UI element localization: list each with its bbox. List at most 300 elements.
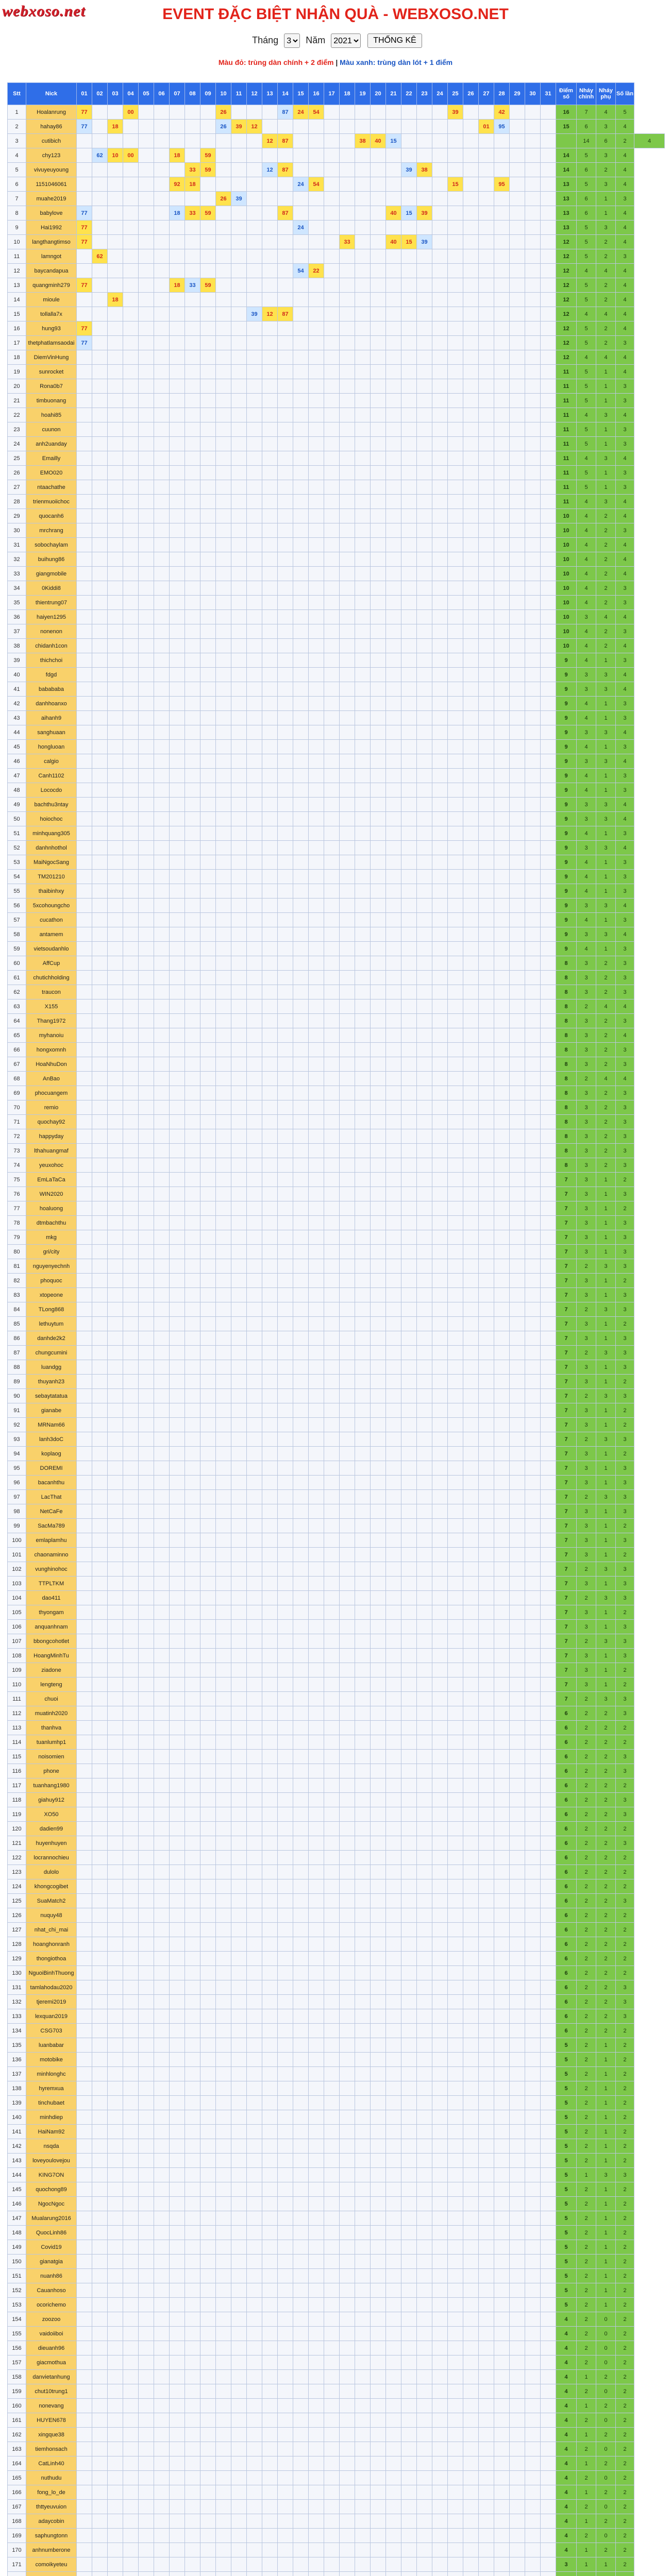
row-nick[interactable]: MaiNgocSang bbox=[26, 855, 77, 870]
day-cell bbox=[479, 1490, 494, 1504]
day-cell bbox=[92, 422, 108, 437]
day-cell bbox=[154, 552, 170, 567]
row-nick[interactable]: sobochaylam bbox=[26, 538, 77, 552]
day-cell bbox=[247, 1432, 262, 1447]
row-nick[interactable]: bbongcohotlet bbox=[26, 1634, 77, 1649]
day-cell bbox=[494, 1274, 510, 1288]
day-cell bbox=[154, 206, 170, 221]
row-nick[interactable]: XO50 bbox=[26, 1807, 77, 1822]
row-nick[interactable]: quangminh279 bbox=[26, 278, 77, 293]
row-nick[interactable]: danhde2k2 bbox=[26, 1331, 77, 1346]
row-nick[interactable]: cuunon bbox=[26, 422, 77, 437]
day-cell bbox=[92, 697, 108, 711]
row-nick[interactable]: MRNam66 bbox=[26, 1418, 77, 1432]
day-cell bbox=[463, 1706, 479, 1721]
day-cell bbox=[448, 1548, 463, 1562]
row-nick[interactable]: phocuangem bbox=[26, 1086, 77, 1100]
row-nick[interactable]: phoquoc bbox=[26, 1274, 77, 1288]
row-nick[interactable]: quocanh6 bbox=[26, 509, 77, 523]
row-summary: 3 bbox=[616, 1793, 634, 1807]
day-cell bbox=[448, 163, 463, 177]
row-nick[interactable]: giahuy912 bbox=[26, 1793, 77, 1807]
day-cell bbox=[417, 321, 432, 336]
day-cell bbox=[510, 1836, 525, 1851]
row-nick[interactable]: tollalla7x bbox=[26, 307, 77, 321]
day-cell bbox=[309, 408, 324, 422]
day-cell bbox=[479, 523, 494, 538]
row-nick[interactable]: danhhoanxo bbox=[26, 697, 77, 711]
day-cell bbox=[494, 1043, 510, 1057]
row-summary: 3 bbox=[616, 581, 634, 596]
day-cell bbox=[340, 221, 355, 235]
table-row bbox=[8, 1173, 665, 1187]
row-nick[interactable]: lengteng bbox=[26, 1677, 77, 1692]
day-cell bbox=[123, 999, 139, 1014]
day-cell bbox=[139, 971, 154, 985]
row-nick[interactable]: hahay86 bbox=[26, 120, 77, 134]
row-nick[interactable]: 1151046061 bbox=[26, 177, 77, 192]
day-cell bbox=[525, 1129, 541, 1144]
day-cell bbox=[123, 1620, 139, 1634]
day-cell bbox=[278, 1100, 293, 1115]
day-cell bbox=[525, 509, 541, 523]
year-select[interactable] bbox=[331, 33, 361, 48]
day-cell bbox=[324, 221, 340, 235]
row-nick[interactable]: noisomien bbox=[26, 1750, 77, 1764]
day-cell bbox=[77, 596, 92, 610]
row-index: 11 bbox=[8, 249, 26, 264]
row-nick[interactable]: langthangtimso bbox=[26, 235, 77, 249]
row-nick[interactable]: ntaachathe bbox=[26, 480, 77, 495]
row-nick[interactable]: lanh3doC bbox=[26, 1432, 77, 1447]
day-cell bbox=[432, 437, 448, 451]
day-cell bbox=[401, 480, 417, 495]
column-header: 29 bbox=[510, 83, 525, 105]
column-header: 03 bbox=[108, 83, 123, 105]
day-cell bbox=[463, 480, 479, 495]
row-nick[interactable]: baycandapua bbox=[26, 264, 77, 278]
row-nick[interactable]: Hai1992 bbox=[26, 221, 77, 235]
day-cell bbox=[355, 769, 371, 783]
row-nick[interactable]: haiyen1295 bbox=[26, 610, 77, 624]
day-cell bbox=[386, 1836, 401, 1851]
row-nick[interactable]: EMO020 bbox=[26, 466, 77, 480]
day-cell bbox=[432, 682, 448, 697]
row-nick[interactable]: NetCaFe bbox=[26, 1504, 77, 1519]
row-nick[interactable]: tuanlumhp1 bbox=[26, 1735, 77, 1750]
row-nick[interactable]: thongiothoa bbox=[26, 1952, 77, 1966]
day-cell bbox=[216, 1043, 231, 1057]
row-summary: 10 bbox=[556, 552, 577, 567]
row-nick[interactable]: tamlahodau2020 bbox=[26, 1980, 77, 1995]
row-nick[interactable]: hoahi85 bbox=[26, 408, 77, 422]
day-cell bbox=[371, 1057, 386, 1072]
day-cell bbox=[541, 1245, 556, 1259]
day-cell bbox=[371, 567, 386, 581]
day-cell bbox=[92, 783, 108, 798]
row-nick[interactable]: sebaytatatua bbox=[26, 1389, 77, 1403]
day-cell bbox=[123, 1072, 139, 1086]
row-nick[interactable]: dtmbachthu bbox=[26, 1216, 77, 1230]
day-cell bbox=[371, 1375, 386, 1389]
day-cell bbox=[262, 1129, 278, 1144]
day-cell bbox=[463, 192, 479, 206]
day-cell bbox=[309, 668, 324, 682]
row-nick[interactable]: quochay92 bbox=[26, 1115, 77, 1129]
day-cell bbox=[371, 1519, 386, 1533]
row-nick[interactable]: Rona0b7 bbox=[26, 379, 77, 394]
row-nick[interactable]: bacanhthu bbox=[26, 1476, 77, 1490]
day-cell bbox=[494, 1634, 510, 1649]
row-nick[interactable]: lthahuangmaf bbox=[26, 1144, 77, 1158]
day-cell bbox=[185, 1158, 200, 1173]
row-nick[interactable]: thanhva bbox=[26, 1721, 77, 1735]
day-cell bbox=[525, 408, 541, 422]
row-nick[interactable]: sunrocket bbox=[26, 365, 77, 379]
day-cell bbox=[139, 278, 154, 293]
row-nick[interactable]: cutibich bbox=[26, 134, 77, 148]
row-summary: 7 bbox=[556, 1504, 577, 1519]
day-cell bbox=[293, 163, 309, 177]
row-nick[interactable]: timbuonang bbox=[26, 394, 77, 408]
statistic-button[interactable]: THỐNG KÊ bbox=[367, 33, 422, 48]
row-summary: 4 bbox=[577, 769, 596, 783]
row-nick[interactable]: lamngot bbox=[26, 249, 77, 264]
day-cell bbox=[355, 163, 371, 177]
day-cell bbox=[510, 249, 525, 264]
day-cell bbox=[386, 1750, 401, 1764]
row-summary: 4 bbox=[577, 740, 596, 754]
day-cell bbox=[324, 899, 340, 913]
row-nick[interactable]: thetphatlamsaodai bbox=[26, 336, 77, 350]
row-nick[interactable]: vunghinohoc bbox=[26, 1562, 77, 1577]
day-cell bbox=[123, 1894, 139, 1908]
day-cell bbox=[479, 278, 494, 293]
day-cell: 95 bbox=[494, 177, 510, 192]
month-select[interactable] bbox=[284, 33, 300, 48]
row-index: 96 bbox=[8, 1476, 26, 1490]
day-cell bbox=[386, 1577, 401, 1591]
row-nick[interactable]: TLong868 bbox=[26, 1302, 77, 1317]
row-nick[interactable]: nuquy48 bbox=[26, 1908, 77, 1923]
row-nick[interactable]: Thang1972 bbox=[26, 1014, 77, 1028]
row-nick[interactable]: DiemVinHung bbox=[26, 350, 77, 365]
row-nick[interactable]: calgio bbox=[26, 754, 77, 769]
day-cell bbox=[494, 1793, 510, 1807]
row-nick[interactable]: bachthu3ntay bbox=[26, 798, 77, 812]
day-cell bbox=[510, 480, 525, 495]
day-cell bbox=[525, 1605, 541, 1620]
day-cell bbox=[77, 1014, 92, 1028]
row-nick[interactable]: 0Kiddi8 bbox=[26, 581, 77, 596]
row-nick[interactable]: hoiochoc bbox=[26, 812, 77, 826]
row-nick[interactable]: AffCup bbox=[26, 956, 77, 971]
row-nick[interactable]: 5xcohoungcho bbox=[26, 899, 77, 913]
day-cell bbox=[355, 754, 371, 769]
row-summary: 2 bbox=[577, 1908, 596, 1923]
row-nick[interactable]: tuanhang1980 bbox=[26, 1778, 77, 1793]
row-nick[interactable]: Lococdo bbox=[26, 783, 77, 798]
day-cell bbox=[293, 711, 309, 725]
row-nick[interactable]: sanghuaan bbox=[26, 725, 77, 740]
row-summary: 1 bbox=[596, 466, 616, 480]
day-cell bbox=[463, 783, 479, 798]
day-cell bbox=[92, 1259, 108, 1274]
row-nick[interactable]: chidanh1con bbox=[26, 639, 77, 653]
row-nick[interactable]: muahe2019 bbox=[26, 192, 77, 206]
row-nick[interactable]: aihanh9 bbox=[26, 711, 77, 725]
row-nick[interactable]: giangmobile bbox=[26, 567, 77, 581]
day-cell bbox=[200, 1216, 216, 1230]
day-cell bbox=[510, 1851, 525, 1865]
row-nick[interactable]: hoaluong bbox=[26, 1201, 77, 1216]
row-index: 110 bbox=[8, 1677, 26, 1692]
day-cell bbox=[123, 495, 139, 509]
day-cell bbox=[324, 408, 340, 422]
day-cell bbox=[541, 1634, 556, 1649]
row-nick[interactable]: huyenhuyen bbox=[26, 1836, 77, 1851]
day-cell bbox=[324, 1793, 340, 1807]
row-nick[interactable]: TTPLTKM bbox=[26, 1577, 77, 1591]
day-cell bbox=[231, 365, 247, 379]
day-cell: 39 bbox=[247, 307, 262, 321]
day-cell bbox=[371, 1317, 386, 1331]
day-cell bbox=[170, 1288, 185, 1302]
site-logo[interactable]: webxoso.net bbox=[2, 3, 86, 20]
row-nick[interactable]: DOREMI bbox=[26, 1461, 77, 1476]
row-nick[interactable]: danhnhothol bbox=[26, 841, 77, 855]
row-nick[interactable]: chutichholding bbox=[26, 971, 77, 985]
row-nick[interactable]: X155 bbox=[26, 999, 77, 1014]
row-nick[interactable]: NguoiBinhThuong bbox=[26, 1966, 77, 1980]
day-cell bbox=[278, 812, 293, 826]
row-nick[interactable]: anh2uanday bbox=[26, 437, 77, 451]
row-nick[interactable]: lethuytum bbox=[26, 1317, 77, 1331]
row-nick[interactable]: SacMa789 bbox=[26, 1519, 77, 1533]
row-nick[interactable]: locrannochieu bbox=[26, 1851, 77, 1865]
day-cell bbox=[247, 509, 262, 523]
row-nick[interactable]: vivuyeuyoung bbox=[26, 163, 77, 177]
row-nick[interactable]: dadien99 bbox=[26, 1822, 77, 1836]
day-cell bbox=[185, 1778, 200, 1793]
row-nick[interactable]: TM201210 bbox=[26, 870, 77, 884]
row-nick[interactable]: mkg bbox=[26, 1230, 77, 1245]
row-nick[interactable]: phone bbox=[26, 1764, 77, 1778]
day-cell bbox=[448, 1706, 463, 1721]
row-nick[interactable]: yeuxohoc bbox=[26, 1158, 77, 1173]
row-summary: 9 bbox=[556, 841, 577, 855]
row-nick[interactable]: muatinh2020 bbox=[26, 1706, 77, 1721]
row-nick[interactable]: antamem bbox=[26, 927, 77, 942]
row-nick[interactable]: babababa bbox=[26, 682, 77, 697]
row-nick[interactable]: vietsoudanhlo bbox=[26, 942, 77, 956]
day-cell bbox=[154, 783, 170, 798]
day-cell bbox=[510, 523, 525, 538]
day-cell bbox=[293, 134, 309, 148]
day-cell bbox=[463, 1807, 479, 1822]
day-cell bbox=[463, 278, 479, 293]
day-cell bbox=[170, 826, 185, 841]
table-row bbox=[8, 365, 665, 379]
row-nick[interactable]: chy123 bbox=[26, 148, 77, 163]
day-cell bbox=[371, 1144, 386, 1158]
row-nick[interactable]: trienmuoiichoc bbox=[26, 495, 77, 509]
row-nick[interactable]: traucon bbox=[26, 985, 77, 999]
day-cell bbox=[77, 682, 92, 697]
row-nick[interactable]: WIN2020 bbox=[26, 1187, 77, 1201]
row-nick[interactable]: AnBao bbox=[26, 1072, 77, 1086]
column-header: 20 bbox=[371, 83, 386, 105]
row-nick[interactable]: LacThat bbox=[26, 1490, 77, 1504]
row-nick[interactable]: babylove bbox=[26, 206, 77, 221]
row-index: 54 bbox=[8, 870, 26, 884]
column-header: 04 bbox=[123, 83, 139, 105]
table-body bbox=[8, 105, 665, 2576]
day-cell bbox=[123, 1605, 139, 1620]
row-nick[interactable]: hung93 bbox=[26, 321, 77, 336]
row-nick[interactable]: thuyanh23 bbox=[26, 1375, 77, 1389]
day-cell bbox=[463, 999, 479, 1014]
day-cell bbox=[278, 1663, 293, 1677]
day-cell bbox=[463, 1923, 479, 1937]
day-cell bbox=[479, 841, 494, 855]
day-cell bbox=[92, 293, 108, 307]
day-cell bbox=[401, 538, 417, 552]
row-nick[interactable]: chungcumini bbox=[26, 1346, 77, 1360]
row-nick[interactable]: myhanoiu bbox=[26, 1028, 77, 1043]
row-nick[interactable]: mrchrang bbox=[26, 523, 77, 538]
row-nick[interactable]: gianabe bbox=[26, 1403, 77, 1418]
row-summary: 7 bbox=[556, 1562, 577, 1577]
day-cell bbox=[92, 1807, 108, 1822]
day-cell bbox=[278, 1519, 293, 1533]
row-nick[interactable]: ziadone bbox=[26, 1663, 77, 1677]
day-cell bbox=[278, 1923, 293, 1937]
day-cell bbox=[108, 1966, 123, 1980]
row-nick[interactable]: SuaMatch2 bbox=[26, 1894, 77, 1908]
row-nick[interactable]: HoaNhuDon bbox=[26, 1057, 77, 1072]
row-nick[interactable]: Hoalanrung bbox=[26, 105, 77, 120]
row-nick[interactable]: chaonaminno bbox=[26, 1548, 77, 1562]
day-cell bbox=[200, 1245, 216, 1259]
day-cell bbox=[479, 1057, 494, 1072]
row-summary: 4 bbox=[616, 163, 634, 177]
day-cell bbox=[324, 1952, 340, 1966]
row-nick[interactable]: Canh1102 bbox=[26, 769, 77, 783]
day-cell bbox=[200, 1562, 216, 1577]
day-cell bbox=[448, 1447, 463, 1461]
day-cell bbox=[278, 1865, 293, 1879]
day-cell bbox=[355, 552, 371, 567]
row-nick[interactable]: EmLaTaCa bbox=[26, 1173, 77, 1187]
day-cell bbox=[309, 1418, 324, 1432]
row-nick[interactable]: dao411 bbox=[26, 1591, 77, 1605]
day-cell bbox=[448, 870, 463, 884]
row-nick[interactable]: thichchoi bbox=[26, 653, 77, 668]
row-summary: 7 bbox=[556, 1173, 577, 1187]
row-nick[interactable]: happyday bbox=[26, 1129, 77, 1144]
row-nick[interactable]: hongxomnh bbox=[26, 1043, 77, 1057]
day-cell bbox=[309, 812, 324, 826]
table-row bbox=[8, 235, 665, 249]
row-nick[interactable]: gri/city bbox=[26, 1245, 77, 1259]
day-cell bbox=[139, 567, 154, 581]
row-nick[interactable]: mioule bbox=[26, 293, 77, 307]
day-cell bbox=[401, 927, 417, 942]
day-cell bbox=[494, 278, 510, 293]
row-summary: 4 bbox=[596, 307, 616, 321]
row-nick[interactable]: khongcogibet bbox=[26, 1879, 77, 1894]
day-cell bbox=[139, 1966, 154, 1980]
row-nick[interactable]: nguyenyechnh bbox=[26, 1259, 77, 1274]
row-nick[interactable]: minhquang305 bbox=[26, 826, 77, 841]
day-cell bbox=[231, 350, 247, 365]
day-cell bbox=[417, 249, 432, 264]
row-nick[interactable]: hongluoan bbox=[26, 740, 77, 754]
day-cell bbox=[525, 1057, 541, 1072]
row-nick[interactable]: thyongam bbox=[26, 1605, 77, 1620]
row-nick[interactable]: nonenon bbox=[26, 624, 77, 639]
day-cell bbox=[293, 610, 309, 624]
row-nick[interactable]: luandgg bbox=[26, 1360, 77, 1375]
day-cell bbox=[216, 1865, 231, 1879]
row-nick[interactable]: chuoi bbox=[26, 1692, 77, 1706]
row-nick[interactable]: anquanhnam bbox=[26, 1620, 77, 1634]
day-cell bbox=[139, 307, 154, 321]
row-nick[interactable]: HoangMinhTu bbox=[26, 1649, 77, 1663]
row-nick[interactable]: buihung86 bbox=[26, 552, 77, 567]
row-nick[interactable]: thientrung07 bbox=[26, 596, 77, 610]
row-nick[interactable]: nhat_chi_mai bbox=[26, 1923, 77, 1937]
row-nick[interactable]: thaibinhxy bbox=[26, 884, 77, 899]
day-cell bbox=[340, 913, 355, 927]
day-cell bbox=[278, 1028, 293, 1043]
day-cell bbox=[355, 1086, 371, 1100]
day-cell bbox=[185, 697, 200, 711]
day-cell bbox=[432, 956, 448, 971]
day-cell bbox=[463, 1216, 479, 1230]
row-nick[interactable]: xtopeone bbox=[26, 1288, 77, 1302]
row-nick[interactable]: emlaplamhu bbox=[26, 1533, 77, 1548]
day-cell bbox=[340, 495, 355, 509]
row-nick[interactable]: cucathon bbox=[26, 913, 77, 927]
day-cell bbox=[231, 552, 247, 567]
day-cell bbox=[278, 581, 293, 596]
day-cell bbox=[231, 221, 247, 235]
row-nick[interactable]: dulolo bbox=[26, 1865, 77, 1879]
day-cell bbox=[139, 1230, 154, 1245]
day-cell bbox=[448, 480, 463, 495]
day-cell bbox=[340, 942, 355, 956]
row-nick[interactable]: remio bbox=[26, 1100, 77, 1115]
day-cell bbox=[216, 1649, 231, 1663]
day-cell bbox=[216, 725, 231, 740]
day-cell bbox=[170, 1317, 185, 1331]
day-cell bbox=[525, 985, 541, 999]
day-cell bbox=[386, 408, 401, 422]
day-cell bbox=[525, 1649, 541, 1663]
day-cell bbox=[525, 927, 541, 942]
day-cell bbox=[324, 148, 340, 163]
row-nick[interactable]: koplaog bbox=[26, 1447, 77, 1461]
day-cell: 77 bbox=[77, 278, 92, 293]
row-nick[interactable]: hoanghonranh bbox=[26, 1937, 77, 1952]
year-label: Năm bbox=[306, 35, 326, 45]
row-nick[interactable]: Emailly bbox=[26, 451, 77, 466]
day-cell bbox=[417, 1072, 432, 1086]
row-summary: 2 bbox=[596, 639, 616, 653]
row-nick[interactable]: fdgd bbox=[26, 668, 77, 682]
